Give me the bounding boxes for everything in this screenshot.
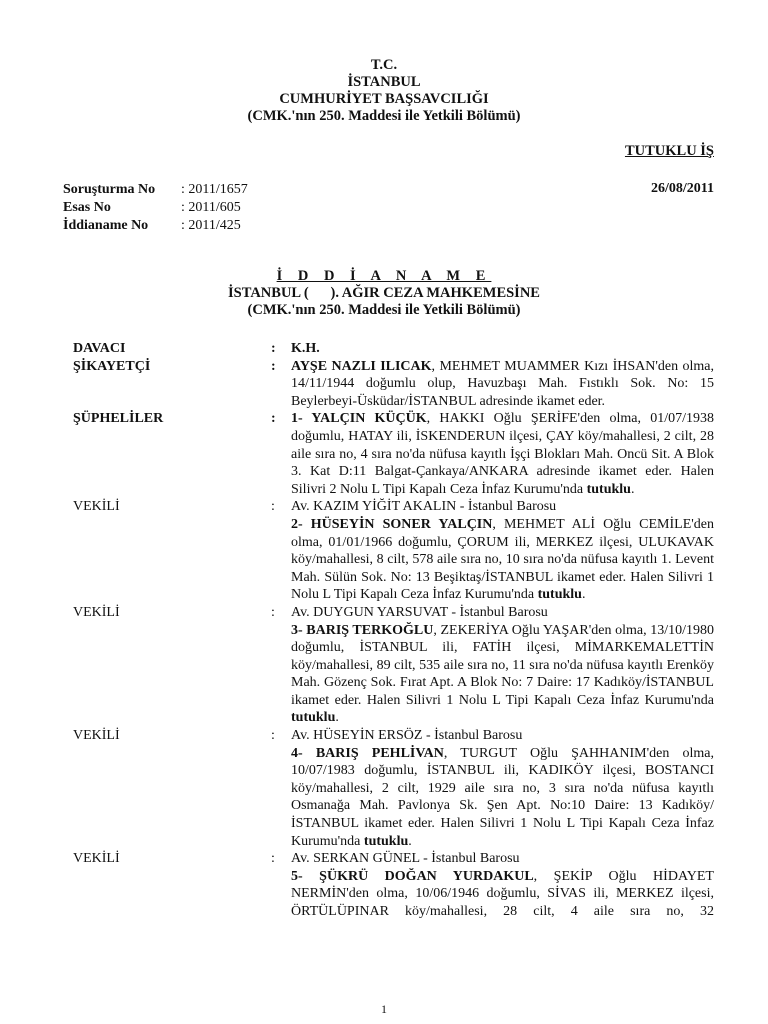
suspect-number: 4- [291, 745, 316, 761]
status-label: TUTUKLU İŞ [624, 143, 714, 159]
suspect-entry [291, 745, 714, 851]
indictment-title [0, 268, 768, 319]
suspect-name: BARIŞ TERKOĞLU [306, 622, 434, 638]
party-value [291, 358, 714, 411]
title-spaced: İ D D İ A N A M E [276, 268, 492, 284]
page-number: 1 [381, 1002, 387, 1016]
suspect-details: , ŞEKİP Oğlu HİDAYET NERMİN'den olma, 10/06/1946 doğumlu, SİVAS ili, MERKEZ ilçesi, ÖRTÜLÜPINAR köy/mahallesi, 28 cilt, 4 aile sıra no, 32 [291, 868, 714, 919]
suspect-status: tutuklu [586, 481, 631, 497]
parties-table [73, 340, 714, 921]
party-label: VEKİLİ [73, 499, 120, 515]
suspect-name: ŞÜKRÜ DOĞAN YURDAKUL [319, 868, 534, 884]
party-label: VEKİLİ [73, 604, 120, 620]
suspect-row [73, 745, 714, 851]
meta-row [63, 217, 281, 235]
title-section: (CMK.'nın 250. Maddesi ile Yetkili Bölümü) [247, 302, 521, 318]
party-colon: : [271, 499, 275, 515]
suspect-entry [291, 516, 714, 604]
lawyer-row [73, 850, 714, 868]
meta-label: Soruşturma No [63, 182, 156, 197]
suspect-entry [291, 622, 714, 728]
case-numbers [63, 181, 281, 235]
suspect-details: , TURGUT Oğlu ŞAHHANIM'den olma, 10/07/1983 doğumlu, İSTANBUL ili, KADIKÖY ilçesi, BOSTANCI köy/mahallesi, 2 cilt, 1929 aile sıra no, 3 sıra no'da nüfusa kayıtlı Osmanağa Mah. Pavlonya Sk. Şen Apt. No:10 Daire: 13 Kadıköy/İSTANBUL ikamet eder. Halen Silivri 1 Nolu L Tipi Kapalı Ceza İnfaz Kurumu'nda [291, 745, 714, 849]
meta-label: İddianame No [63, 218, 149, 233]
party-colon: : [271, 851, 275, 867]
suspect-details: , HAKKI Oğlu ŞERİFE'den olma, 01/07/1938 doğumlu, HATAY ili, İSKENDERUN ilçesi, ÇAY köy/mahallesi, 2 cilt, 28 aile sıra no, 4 sıra no'da nüfusa kayıtlı İşçi Blokları Mah. Oncü Sit. A Blok 3. Kat D:11 Balgat-Çankaya/ANKARA adresinde ikamet eder. Halen Silivri 2 Nolu L Tipi Kapalı Ceza İnfaz Kurumu'nda [291, 411, 714, 497]
complainant-name: AYŞE NAZLI ILICAK [291, 358, 432, 374]
suspect-row [73, 622, 714, 728]
meta-row [63, 181, 281, 199]
sentence-end: . [581, 587, 586, 603]
header-line-section: (CMK.'nın 250. Maddesi ile Yetkili Bölümü) [247, 108, 521, 124]
suspect-name: BARIŞ PEHLİVAN [315, 745, 444, 761]
meta-value: : 2011/1657 [181, 182, 248, 197]
party-label: ŞÜPHELİLER [73, 411, 164, 427]
party-row-davaci [73, 340, 714, 358]
party-value: K.H. [291, 341, 320, 356]
meta-value: : 2011/425 [181, 218, 241, 233]
header-line-tc: T.C. [370, 57, 398, 73]
complainant-details: , MEHMET MUAMMER Kızı İHSAN'den olma, 14/11/1944 doğumlu olup, Havuzbaşı Mah. Fıstıklı Sok. No: 15 Beylerbeyi-Üsküdar/İSTANBUL adresinde ikamet eder. [291, 358, 714, 409]
sentence-end: . [335, 710, 339, 726]
suspect-row [73, 868, 714, 921]
suspect-number: 2- [291, 516, 311, 532]
suspect-entry [291, 410, 714, 498]
suspect-status: tutuklu [537, 587, 582, 603]
lawyer-name: Av. HÜSEYİN ERSÖZ - İstanbul Barosu [291, 728, 523, 744]
document-date: 26/08/2011 [650, 181, 714, 196]
party-colon: : [271, 341, 276, 356]
party-colon: : [271, 411, 276, 427]
lawyer-name: Av. DUYGUN YARSUVAT - İstanbul Barosu [291, 604, 548, 620]
suspect-row [73, 516, 714, 604]
suspect-entry [291, 868, 714, 921]
lawyer-name: Av. KAZIM YİĞİT AKALIN - İstanbul Barosu [291, 499, 557, 515]
suspect-details: , ZEKERİYA Oğlu YAŞAR'den olma, 13/10/1980 doğumlu, İSTANBUL ili, FATİH ilçesi, MİMARKEMALETTİN köy/mahallesi, 89 cilt, 535 aile sıra no, 11 sıra no'da nüfusa kayıtlı Erenköy Mah. Gözenç Sok. Fırat Apt. A Blok No: 7 Daire: 17 Kadıköy/İSTANBUL ikamet eder. Halen Silivri 1 Nolu L Tipi Kapalı Ceza İnfaz Kurumu'nda [291, 622, 714, 708]
meta-row [63, 199, 281, 217]
suspect-number: 5- [291, 868, 320, 884]
party-label: VEKİLİ [73, 728, 120, 744]
lawyer-row [73, 727, 714, 745]
party-label: DAVACI [73, 341, 126, 356]
suspect-status: tutuklu [363, 833, 409, 849]
party-colon: : [271, 358, 276, 374]
title-court: İSTANBUL ( ). AĞIR CEZA MAHKEMESİNE [228, 285, 540, 301]
suspect-number: 1- [291, 411, 312, 427]
party-label: VEKİLİ [73, 851, 120, 867]
meta-label: Esas No [63, 200, 111, 215]
suspect-number: 3- [291, 622, 307, 638]
sentence-end: . [408, 833, 412, 849]
suspect-row [73, 410, 714, 498]
sentence-end: . [630, 481, 635, 497]
party-row-sikayetci [73, 358, 714, 411]
party-colon: : [271, 604, 275, 620]
suspect-name: HÜSEYİN SONER YALÇIN [310, 516, 493, 532]
party-colon: : [271, 728, 275, 744]
header-line-city: İSTANBUL [347, 74, 421, 90]
suspect-status: tutuklu [291, 710, 336, 726]
header-line-office: CUMHURİYET BAŞSAVCILIĞI [279, 91, 489, 107]
document-header [0, 57, 768, 125]
lawyer-name: Av. SERKAN GÜNEL - İstanbul Barosu [291, 851, 520, 867]
lawyer-row [73, 604, 714, 622]
suspect-details: , MEHMET ALİ Oğlu CEMİLE'den olma, 01/01/1966 doğumlu, ÇORUM ili, MERKEZ ilçesi, ULUKAVAK köy/mahallesi, 8 cilt, 578 aile sıra no, 10 sıra no'da nüfusa kayıtlı 1. Levent Mah. Sülün Sok. No: 13 Beşiktaş/İSTANBUL ikamet eder. Halen Silivri 1 Nolu L Tipi Kapalı Ceza İnfaz Kurumu'nda [291, 516, 714, 603]
meta-value: : 2011/605 [181, 200, 241, 215]
lawyer-row [73, 498, 714, 516]
party-label: ŞİKAYETÇİ [73, 358, 151, 374]
suspect-name: YALÇIN KÜÇÜK [311, 411, 427, 427]
